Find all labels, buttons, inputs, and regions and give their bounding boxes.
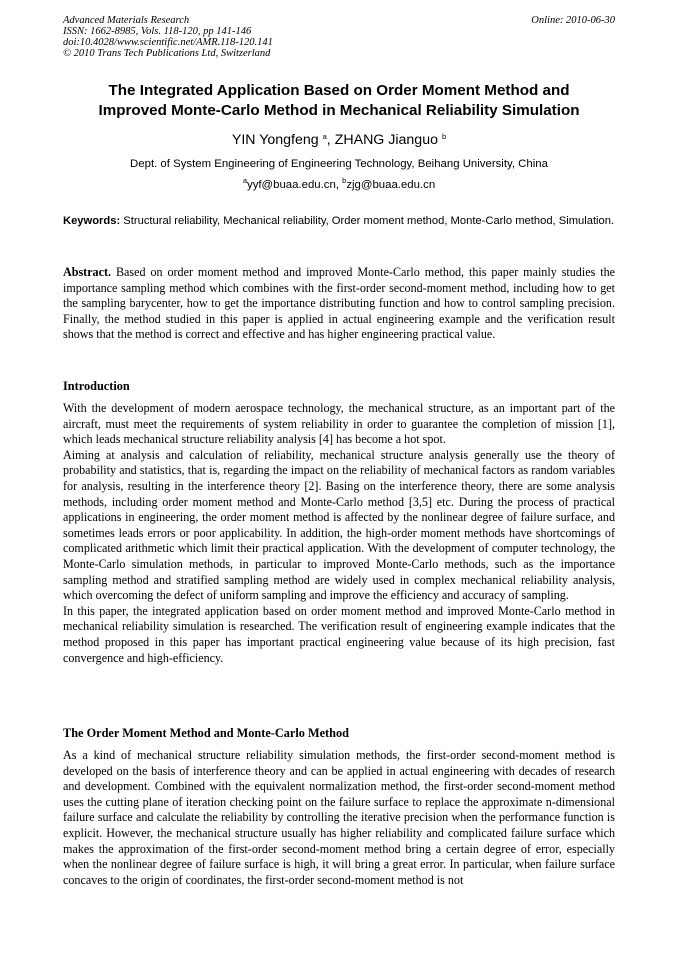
author-list bbox=[0, 131, 678, 149]
abstract-text: Based on order moment method and improved Monte-Carlo method, this paper mainly studies the importance sampling method which combines with the first-order second-moment method, including how to get the sampling barycenter, how to get the importance distributing function and how to control sampling precision. Finally, the method studied in this paper is applied in actual engineering example and the verification result shows that the method is correct and effective and has higher engineering practical value. bbox=[63, 265, 615, 342]
title-line-1: The Integrated Application Based on Order Moment Method and bbox=[108, 82, 570, 99]
online-date: Online: 2010-06-30 bbox=[531, 15, 615, 26]
journal-name: Advanced Materials Research bbox=[63, 15, 190, 26]
email-mark: b bbox=[342, 176, 347, 185]
paper-title bbox=[40, 81, 638, 121]
affiliation: Dept. of System Engineering of Engineering Technology, Beihang University, China bbox=[130, 158, 548, 170]
author-emails bbox=[0, 178, 678, 192]
section-heading: The Order Moment Method and Monte-Carlo Method bbox=[63, 726, 349, 740]
author-name: ZHANG Jianguo bbox=[334, 132, 438, 148]
section-heading: Introduction bbox=[63, 379, 130, 393]
section-body bbox=[63, 401, 615, 666]
author-affil-mark: a bbox=[322, 132, 327, 141]
paragraph: As a kind of mechanical structure reliability simulation methods, the first-order second-moment method is developed on the basis of interference theory and can be applied in actual engineering with decades of research and development. Combined with the equivalent normalization method, the first-order second-moment method uses the cutting plane of iteration checking point on the failure surface to replace the approximate n-dimensional failure surface and calculate the reliability by controlling the iterative precision when the performance function is explicit. However, the mechanical structure usually has higher reliability and complicated failure surface which makes the approximation of the first-order second-moment method bring a certain degree of error, especially when the nonlinear degree of failure surface is high, it will bring a great error. In particular, when failure surface concaves to the origin of coordinates, the first-order second-moment method is not bbox=[63, 748, 615, 887]
journal-issn: ISSN: 1662-8985, Vols. 118-120, pp 141-146 bbox=[63, 26, 252, 37]
author-name: YIN Yongfeng bbox=[231, 132, 319, 148]
keywords bbox=[63, 214, 615, 229]
email-link[interactable]: zjg@buaa.edu.cn bbox=[346, 179, 436, 191]
journal-doi: doi:10.4028/www.scientific.net/AMR.118-120.141 bbox=[63, 37, 273, 48]
abstract-label: Abstract. bbox=[63, 265, 112, 279]
journal-copyright: © 2010 Trans Tech Publications Ltd, Switzerland bbox=[63, 48, 271, 59]
paragraph: With the development of modern aerospace technology, the mechanical structure, as an important part of the aircraft, must meet the requirements of system reliability in order to guarantee the completion of mission [1], which leads mechanical structure reliability analysis [4] has become a hot spot. bbox=[63, 401, 615, 447]
author-affil-mark: b bbox=[441, 132, 447, 141]
keywords-text: Structural reliability, Mechanical reliability, Order moment method, Monte-Carlo method, Simulation. bbox=[120, 215, 615, 227]
email-mark: a bbox=[242, 176, 247, 185]
title-line-2: Improved Monte-Carlo Method in Mechanical Reliability Simulation bbox=[98, 102, 580, 119]
keywords-label: Keywords: bbox=[63, 215, 121, 227]
paragraph: In this paper, the integrated application based on order moment method and improved Monte-Carlo method in mechanical reliability simulation is researched. The verification result of engineering example indicates that the method proposed in this paper has important practical engineering value because of its high precision, fast convergence and high-efficiency. bbox=[63, 603, 615, 665]
email-link[interactable]: yyf@buaa.edu.cn, bbox=[247, 179, 343, 191]
author-separator: , bbox=[326, 132, 335, 148]
abstract bbox=[63, 265, 615, 343]
journal-header bbox=[63, 15, 615, 59]
paragraph: Aiming at analysis and calculation of reliability, mechanical structure analysis generally use the theory of probability and statistics, that is, regarding the impact on the reliability of mechanical factors as random variables for analysis, resulting in the interference theory [2]. Basing on the interference theory, there are some analysis methods, including order moment method and Monte-Carlo method [3,5] etc. During the process of practical applications in engineering, the order moment method is affected by the nonlinear degree of failure surface, and sometimes leads errors or poor applicability. In addition, the high-order moment methods have shortcomings of complicated arithmetic which limit their practical application. With the development of computer technology, the Monte-Carlo simulation methods, in particular to improved Monte-Carlo methods, such as the importance sampling method and stratified sampling method are widely used in complex mechanical reliability analysis, which overcoming the defect of uniform sampling and improve the efficiency and accuracy of sampling. bbox=[63, 447, 615, 603]
section-body bbox=[63, 748, 615, 888]
